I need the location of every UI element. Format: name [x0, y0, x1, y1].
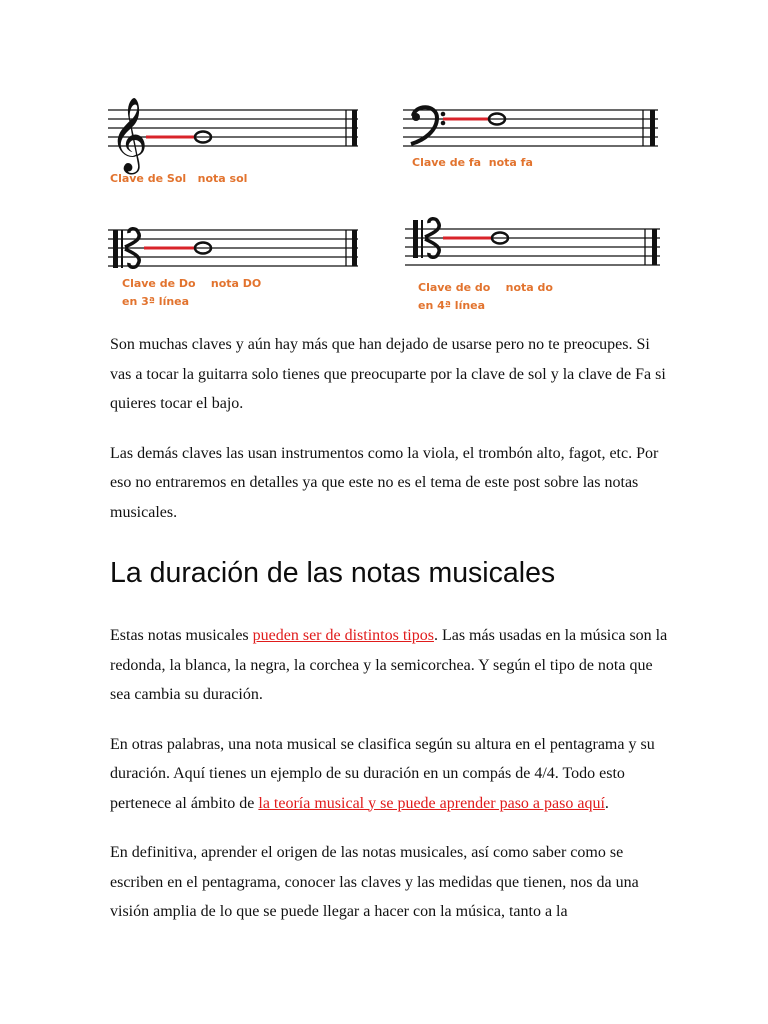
staff-tenor-clef: [405, 210, 665, 280]
section-heading: La duración de las notas musicales: [110, 557, 556, 589]
staff-treble-clef: [108, 92, 363, 172]
paragraph: En definitiva, aprender el origen de las notas musicales, así como saber como se escriben en el pentagrama, conocer las claves y las medidas que tienen, nos da una visión amplia de lo que se puede llegar a hacer con la música, tanto a la: [110, 844, 639, 920]
paragraph: Las demás claves las usan instrumentos como la viola, el trombón alto, fagot, etc. Por eso no entraremos en detalles ya que este no es el tema de este post sobre las notas musicales.: [110, 444, 659, 521]
paragraph: Estas notas musicales pueden ser de distintos tipos. Las más usadas en la música son la redonda, la blanca, la negra, la corchea y la semicorchea. Y según el tipo de nota que sea cambia su duración.: [110, 627, 668, 703]
staff-caption: Clave de fa nota fa: [412, 156, 533, 169]
theory-link[interactable]: la teoría musical y se puede aprender paso a paso aquí: [258, 794, 605, 812]
types-link[interactable]: pueden ser de distintos tipos: [252, 627, 434, 644]
paragraph: En otras palabras, una nota musical se clasifica según su altura en el pentagrama y su duración. Aquí tienes un ejemplo de su duración en un compás de 4/4. Todo esto pertenece al ámbito de la teoría musical y se puede aprender paso a paso aquí.: [110, 735, 655, 812]
paragraph: Son muchas claves y aún hay más que han dejado de usarse pero no te preocupes. Si vas a tocar la guitarra solo tienes que preocuparte por la clave de sol y la clave de Fa si quieres tocar el bajo.: [110, 336, 666, 412]
treble-clef-icon: 𝄞: [110, 98, 148, 172]
bass-clef-icon: [411, 107, 445, 144]
staff-alto-clef: [108, 214, 363, 284]
staff-caption: Clave de Do nota DO en 3ª línea: [122, 277, 262, 308]
staff-caption: Clave de Sol nota sol: [110, 172, 248, 185]
staff-caption: Clave de do nota do en 4ª línea: [418, 281, 553, 312]
article-body: [110, 330, 670, 927]
